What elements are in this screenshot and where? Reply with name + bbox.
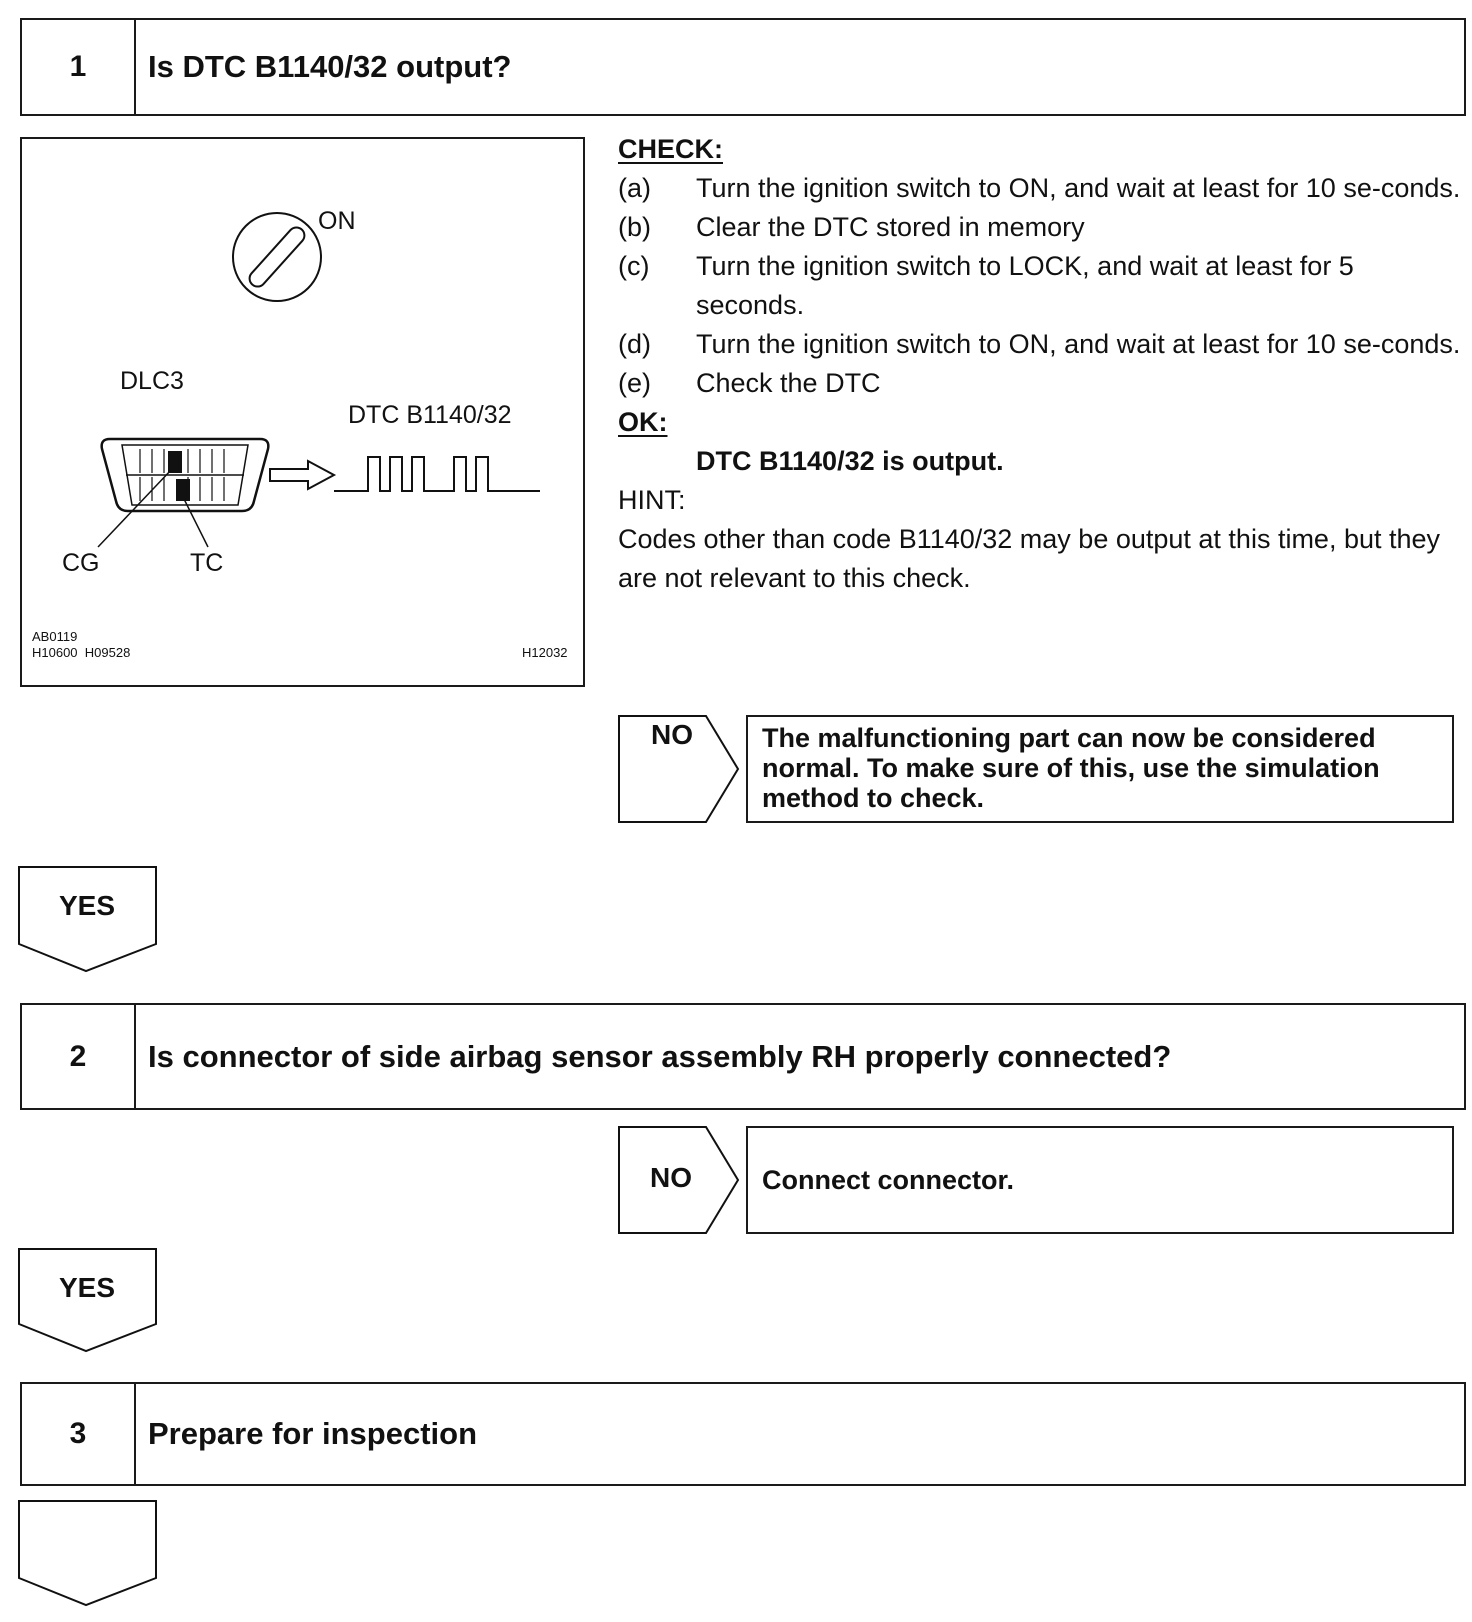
figure-ref-code: H12032	[522, 645, 568, 660]
step-number: 2	[22, 1005, 136, 1108]
cg-label: CG	[62, 549, 100, 577]
yes-branch-tag	[18, 866, 158, 974]
tc-label: TC	[190, 549, 224, 577]
dtc-label: DTC B1140/32	[348, 401, 512, 429]
step-number: 1	[22, 20, 136, 114]
yes-label: YES	[58, 890, 116, 921]
list-item: (d) Turn the ignition switch to ON, and wait at least for 10 se-conds.	[618, 329, 1461, 359]
check-header: CHECK:	[618, 134, 723, 164]
step-number: 3	[22, 1384, 136, 1484]
no-branch-tag	[618, 1126, 742, 1234]
hint-text: Codes other than code B1140/32 may be output at this time, but they are not relevant to this check.	[618, 524, 1441, 593]
yes-label: YES	[58, 1272, 116, 1303]
no-label: NO	[650, 1162, 692, 1193]
no-label: NO	[651, 719, 693, 750]
step-title: Prepare for inspection	[148, 1416, 478, 1451]
figure-ref-code: AB0119	[32, 629, 78, 644]
list-item: (e) Check the DTC	[618, 368, 881, 398]
no-branch-tag	[618, 715, 742, 823]
yes-branch-tag	[18, 1248, 158, 1354]
pulse-waveform	[334, 457, 540, 491]
figure-ref-code: H10600 H09528	[32, 645, 131, 660]
step-3-header	[20, 1382, 1466, 1486]
dlc3-figure	[20, 137, 585, 687]
no-result-text: Connect connector.	[762, 1164, 1015, 1195]
check-section	[618, 130, 1466, 598]
no-result-box	[746, 1126, 1454, 1234]
step-1-header	[20, 18, 1466, 116]
arrow-right-icon	[270, 461, 334, 489]
step-title: Is DTC B1140/32 output?	[148, 49, 512, 84]
on-label: ON	[318, 207, 356, 235]
step-title: Is connector of side airbag sensor assembly RH properly connected?	[148, 1038, 1172, 1074]
list-item: (c) Turn the ignition switch to LOCK, and wait at least for 5 seconds.	[618, 251, 1354, 320]
list-item: (a) Turn the ignition switch to ON, and wait at least for 10 se-conds.	[618, 173, 1461, 203]
dlc3-connector-icon	[98, 439, 268, 547]
no-result-box	[746, 715, 1454, 823]
hint-header: HINT:	[618, 485, 686, 515]
dlc3-label: DLC3	[120, 367, 184, 395]
step-2-header	[20, 1003, 1466, 1110]
ok-text: DTC B1140/32 is output.	[696, 446, 1004, 476]
ok-header: OK:	[618, 407, 668, 437]
list-item: (b) Clear the DTC stored in memory	[618, 212, 1085, 242]
continue-branch-tag	[18, 1500, 158, 1608]
no-result-text: The malfunctioning part can now be considered normal. To make sure of this, use the simulation method to check.	[762, 723, 1380, 813]
